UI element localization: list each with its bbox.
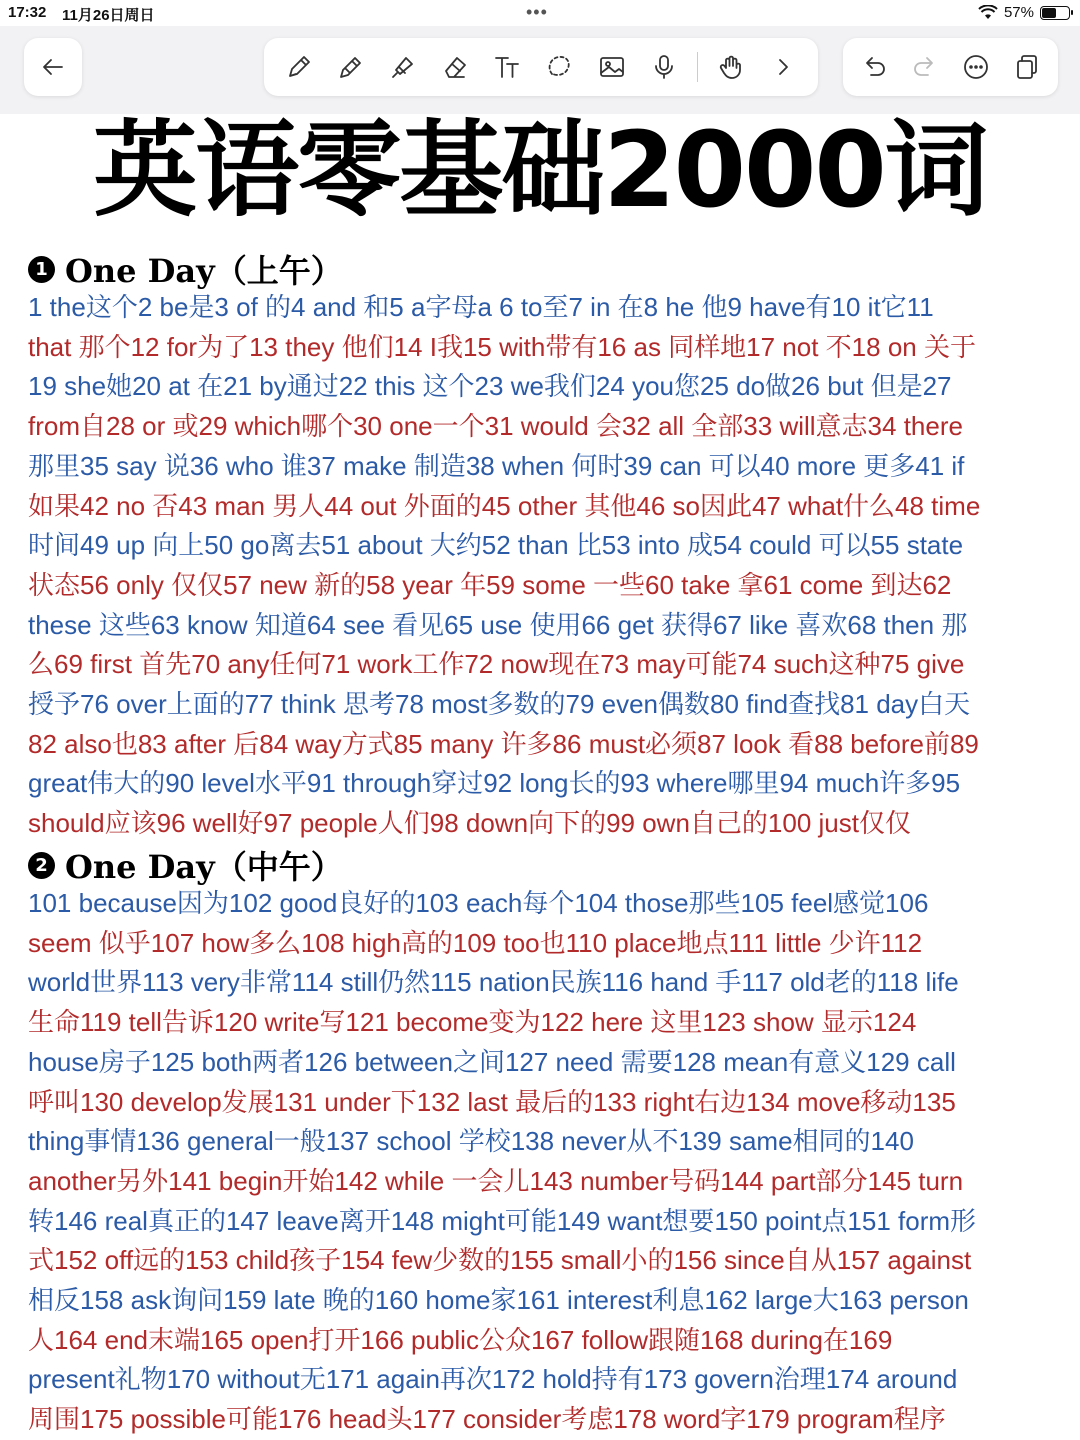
vocab-line: 周围175 possible可能176 head头177 consider考虑178 word字179 program程序 bbox=[28, 1404, 946, 1435]
vocab-line: 式152 off远的153 child孩子154 few少数的155 small小的156 since自从157 against bbox=[28, 1245, 972, 1276]
section-heading-text: One Day（中午） bbox=[65, 848, 343, 886]
microphone-icon[interactable] bbox=[645, 48, 683, 86]
status-date: 11月26日周日 bbox=[62, 7, 155, 24]
battery-fill bbox=[1042, 8, 1056, 18]
multitasking-dots-icon[interactable]: ••• bbox=[526, 2, 548, 22]
vocab-line: 相反158 ask询问159 late 晚的160 home家161 interest利息162 large大163 person bbox=[28, 1285, 969, 1315]
vocab-line: 时间49 up 向上50 go离去51 about 大约52 than 比53 into 成54 could 可以55 state bbox=[28, 530, 964, 561]
vocab-line: present礼物170 without无171 again再次172 hold持有173 govern治理174 around bbox=[28, 1364, 958, 1395]
highlighter-icon[interactable] bbox=[384, 48, 422, 86]
redo-icon[interactable] bbox=[906, 48, 944, 86]
vocab-line: 生命119 tell告诉120 write写121 become变为122 here 这里123 show 显示124 bbox=[28, 1007, 917, 1038]
vocab-line: 19 she她20 at 在21 by通过22 this 这个23 we我们24 you您25 do做26 but 但是27 bbox=[28, 371, 952, 402]
vocab-line: house房子125 both两者126 between之间127 need 需要128 mean有意义129 call bbox=[28, 1046, 956, 1077]
pages-icon[interactable] bbox=[1008, 48, 1046, 86]
status-right bbox=[978, 4, 1070, 21]
toolbar-area bbox=[0, 26, 1080, 114]
toolbar-divider bbox=[697, 52, 698, 82]
section-heading bbox=[28, 842, 343, 888]
arrow-left-icon bbox=[34, 48, 72, 86]
vocab-line: another另外141 begin开始142 while 一会儿143 number号码144 part部分145 turn bbox=[28, 1165, 964, 1196]
vocab-line: seem 似乎107 how多么108 high高的109 too也110 place地点111 little 少许112 bbox=[28, 927, 923, 958]
undo-icon[interactable] bbox=[855, 48, 893, 86]
vocab-line: 状态56 only 仅仅57 new 新的58 year 年59 some 一些60 take 拿61 come 到达62 bbox=[28, 569, 952, 600]
image-icon[interactable] bbox=[593, 48, 631, 86]
vocab-line: 那里35 say 说36 who 谁37 make 制造38 when 何时39 can 可以40 more 更多41 if bbox=[28, 450, 965, 481]
vocab-line: should应该96 well好97 people人们98 down向下的99 own自己的100 just仅仅 bbox=[28, 808, 911, 839]
more-icon[interactable] bbox=[957, 48, 995, 86]
vocab-line: world世界113 very非常114 still仍然115 nation民族116 hand 手117 old老的118 life bbox=[28, 967, 959, 998]
vocab-line: 人164 end末端165 open打开166 public公众167 follow跟随168 during在169 bbox=[28, 1324, 893, 1355]
battery-icon bbox=[1040, 6, 1070, 20]
vocab-line: that 那个12 for为了13 they 他们14 I我15 with带有16 as 同样地17 not 不18 on 关于 bbox=[28, 331, 976, 362]
battery-percent: 57% bbox=[1003, 4, 1034, 21]
vocab-line: 82 also也83 after 后84 way方式85 many 许多86 must必须87 look 看88 before前89 bbox=[28, 728, 979, 759]
vocab-line: 转146 real真正的147 leave离开148 might可能149 want想要150 point点151 form形 bbox=[28, 1205, 977, 1236]
vocab-line: 101 because因为102 good良好的103 each每个104 those那些105 feel感觉106 bbox=[28, 888, 929, 918]
vocab-line: 授予76 over上面的77 think 思考78 most多数的79 even偶数80 find查找81 day白天 bbox=[28, 689, 971, 719]
pen-icon[interactable] bbox=[332, 48, 370, 86]
section-number-badge: 2 bbox=[28, 852, 55, 879]
vocab-line: thing事情136 general一般137 school 学校138 never从不139 same相同的140 bbox=[28, 1126, 914, 1157]
vocab-line: great伟大的90 level水平91 through穿过92 long长的93 where哪里94 much许多95 bbox=[28, 768, 961, 799]
text-tool-icon[interactable] bbox=[488, 48, 526, 86]
vocab-line: 么69 first 首先70 any任何71 work工作72 now现在73 may可能74 such这种75 give bbox=[28, 649, 965, 680]
status-time: 17:32 bbox=[8, 4, 47, 21]
vocab-line: these 这些63 know 知道64 see 看见65 use 使用66 get 获得67 like 喜欢68 then 那 bbox=[28, 609, 968, 640]
vocab-line: 如果42 no 否43 man 男人44 out 外面的45 other 其他46 so因此47 what什么48 time bbox=[28, 490, 981, 521]
status-bar bbox=[0, 0, 1080, 26]
chevron-right-icon[interactable] bbox=[764, 48, 802, 86]
section-heading bbox=[28, 246, 343, 292]
section-number-badge: 1 bbox=[28, 256, 55, 283]
vocab-line: 呼叫130 develop发展131 under下132 last 最后的133 right右边134 move移动135 bbox=[28, 1086, 956, 1117]
vocab-line: 1 the这个2 be是3 of 的4 and 和5 a字母a 6 to至7 in 在8 he 他9 have有10 it它11 bbox=[28, 292, 934, 322]
wifi-icon bbox=[978, 5, 998, 20]
action-palette bbox=[843, 38, 1058, 96]
pencil-icon[interactable] bbox=[280, 48, 318, 86]
section-heading-text: One Day（上午） bbox=[65, 252, 343, 290]
lasso-icon[interactable] bbox=[540, 48, 578, 86]
back-button[interactable] bbox=[24, 38, 82, 96]
page-title: 英语零基础2000词 bbox=[93, 109, 987, 231]
tool-palette bbox=[264, 38, 818, 96]
hand-draw-icon[interactable] bbox=[712, 48, 750, 86]
vocab-line: from自28 or 或29 which哪个30 one一个31 would 会32 all 全部33 will意志34 there bbox=[28, 411, 963, 442]
eraser-icon[interactable] bbox=[436, 48, 474, 86]
